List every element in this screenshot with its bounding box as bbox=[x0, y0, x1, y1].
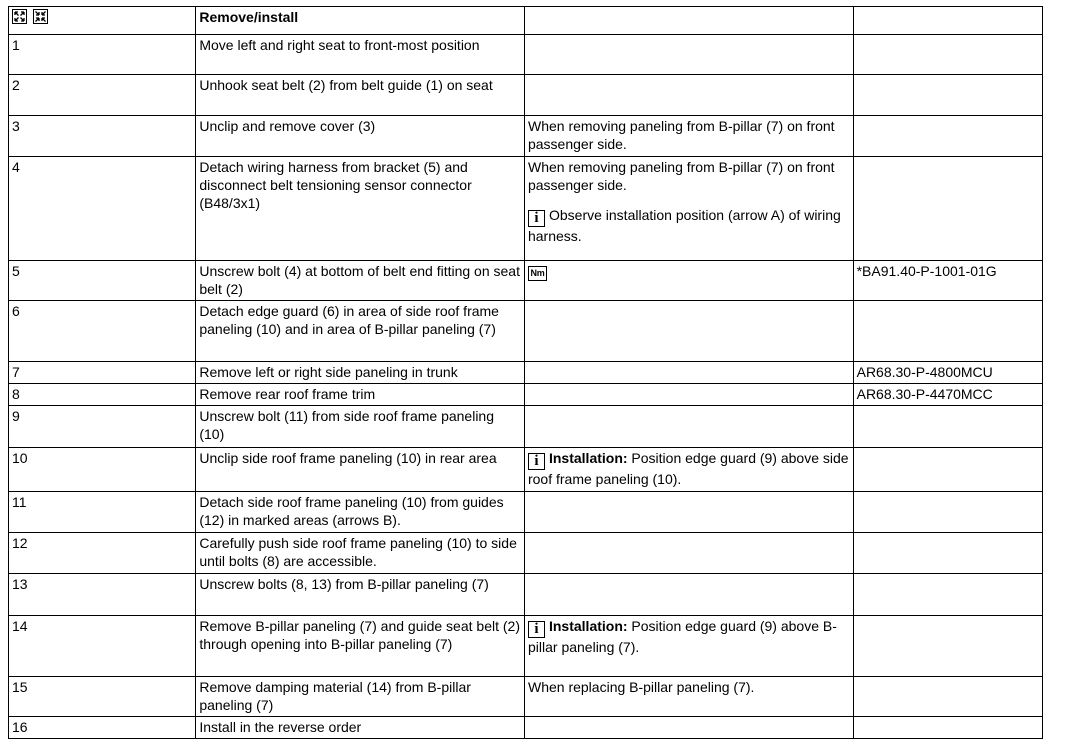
step-number: 11 bbox=[9, 492, 196, 533]
step-text: Unhook seat belt (2) from belt guide (1) on seat bbox=[196, 75, 525, 116]
step-note bbox=[524, 406, 853, 448]
step-note bbox=[524, 261, 853, 301]
info-icon: i bbox=[528, 210, 545, 227]
header-empty-ref bbox=[853, 7, 1042, 35]
step-reference bbox=[853, 616, 1042, 677]
step-text: Unscrew bolt (11) from side roof frame paneling (10) bbox=[196, 406, 525, 448]
step-note bbox=[524, 75, 853, 116]
table-row bbox=[9, 301, 1043, 362]
table-row bbox=[9, 492, 1043, 533]
step-reference bbox=[853, 116, 1042, 157]
procedure-table bbox=[8, 6, 1043, 739]
step-reference[interactable]: *BA91.40-P-1001-01G bbox=[853, 261, 1042, 301]
step-note: When replacing B-pillar paneling (7). bbox=[524, 677, 853, 717]
step-note bbox=[524, 574, 853, 616]
step-note bbox=[524, 616, 853, 677]
step-reference bbox=[853, 533, 1042, 574]
step-number: 16 bbox=[9, 717, 196, 739]
table-row bbox=[9, 362, 1043, 384]
step-number: 9 bbox=[9, 406, 196, 448]
step-text: Carefully push side roof frame paneling (10) to side until bolts (8) are accessible. bbox=[196, 533, 525, 574]
step-note bbox=[524, 533, 853, 574]
step-note bbox=[524, 362, 853, 384]
step-reference bbox=[853, 717, 1042, 739]
step-text: Unclip and remove cover (3) bbox=[196, 116, 525, 157]
step-number: 6 bbox=[9, 301, 196, 362]
table-row bbox=[9, 35, 1043, 75]
step-note: When removing paneling from B-pillar (7) on front passenger side. bbox=[524, 116, 853, 157]
table-row bbox=[9, 116, 1043, 157]
step-text: Detach side roof frame paneling (10) from guides (12) in marked areas (arrows B). bbox=[196, 492, 525, 533]
step-note-text: Position edge guard (9) above B-pillar paneling (7). bbox=[527, 618, 837, 655]
step-text: Move left and right seat to front-most position bbox=[196, 35, 525, 75]
expand-icon[interactable] bbox=[12, 9, 27, 24]
step-reference bbox=[853, 492, 1042, 533]
step-note bbox=[524, 717, 853, 739]
step-text: Remove B-pillar paneling (7) and guide seat belt (2) through opening into B-pillar paneling (7) bbox=[196, 616, 525, 677]
header-icons-cell bbox=[9, 7, 196, 35]
step-note bbox=[524, 448, 853, 492]
collapse-icon[interactable] bbox=[33, 9, 48, 24]
step-text: Detach edge guard (6) in area of side roof frame paneling (10) and in area of B-pillar paneling (7) bbox=[196, 301, 525, 362]
step-reference bbox=[853, 406, 1042, 448]
step-reference bbox=[853, 157, 1042, 261]
step-text: Unscrew bolt (4) at bottom of belt end fitting on seat belt (2) bbox=[196, 261, 525, 301]
info-icon: i bbox=[528, 621, 545, 638]
step-number: 3 bbox=[9, 116, 196, 157]
table-row bbox=[9, 448, 1043, 492]
step-number: 14 bbox=[9, 616, 196, 677]
step-note bbox=[524, 35, 853, 75]
table-row bbox=[9, 574, 1043, 616]
step-note-secondary: Observe installation position (arrow A) of wiring harness. bbox=[527, 207, 841, 244]
table-row bbox=[9, 533, 1043, 574]
step-note bbox=[524, 157, 853, 261]
installation-label: Installation: bbox=[548, 618, 628, 634]
table-row bbox=[9, 261, 1043, 301]
step-text: Install in the reverse order bbox=[196, 717, 525, 739]
step-number: 5 bbox=[9, 261, 196, 301]
step-number: 10 bbox=[9, 448, 196, 492]
step-reference bbox=[853, 677, 1042, 717]
table-row bbox=[9, 157, 1043, 261]
header-row bbox=[9, 7, 1043, 35]
step-reference bbox=[853, 301, 1042, 362]
step-reference bbox=[853, 35, 1042, 75]
step-text: Unscrew bolts (8, 13) from B-pillar paneling (7) bbox=[196, 574, 525, 616]
step-text: Remove rear roof frame trim bbox=[196, 384, 525, 406]
step-reference bbox=[853, 75, 1042, 116]
step-text: Unclip side roof frame paneling (10) in rear area bbox=[196, 448, 525, 492]
step-note bbox=[524, 384, 853, 406]
table-row bbox=[9, 677, 1043, 717]
step-text: Remove damping material (14) from B-pillar paneling (7) bbox=[196, 677, 525, 717]
header-title: Remove/install bbox=[196, 7, 525, 35]
step-number: 13 bbox=[9, 574, 196, 616]
step-note bbox=[524, 301, 853, 362]
torque-nm-icon[interactable]: Nm bbox=[528, 266, 547, 281]
step-number: 12 bbox=[9, 533, 196, 574]
info-icon: i bbox=[528, 453, 545, 470]
step-reference[interactable]: AR68.30-P-4470MCC bbox=[853, 384, 1042, 406]
step-reference bbox=[853, 574, 1042, 616]
step-reference bbox=[853, 448, 1042, 492]
step-number: 4 bbox=[9, 157, 196, 261]
table-row bbox=[9, 616, 1043, 677]
step-text: Detach wiring harness from bracket (5) and disconnect belt tensioning sensor connector (B48/3x1) bbox=[196, 157, 525, 261]
step-note-text: Position edge guard (9) above side roof frame paneling (10). bbox=[527, 450, 849, 487]
table-row bbox=[9, 75, 1043, 116]
step-reference[interactable]: AR68.30-P-4800MCU bbox=[853, 362, 1042, 384]
step-note-text: When removing paneling from B-pillar (7) on front passenger side. bbox=[527, 159, 835, 193]
step-number: 7 bbox=[9, 362, 196, 384]
header-empty-note bbox=[524, 7, 853, 35]
installation-label: Installation: bbox=[548, 450, 628, 466]
step-number: 15 bbox=[9, 677, 196, 717]
step-text: Remove left or right side paneling in trunk bbox=[196, 362, 525, 384]
table-row bbox=[9, 384, 1043, 406]
note-spacer bbox=[528, 194, 850, 206]
step-number: 1 bbox=[9, 35, 196, 75]
table-row bbox=[9, 406, 1043, 448]
table-row bbox=[9, 717, 1043, 739]
step-number: 2 bbox=[9, 75, 196, 116]
step-note bbox=[524, 492, 853, 533]
step-number: 8 bbox=[9, 384, 196, 406]
